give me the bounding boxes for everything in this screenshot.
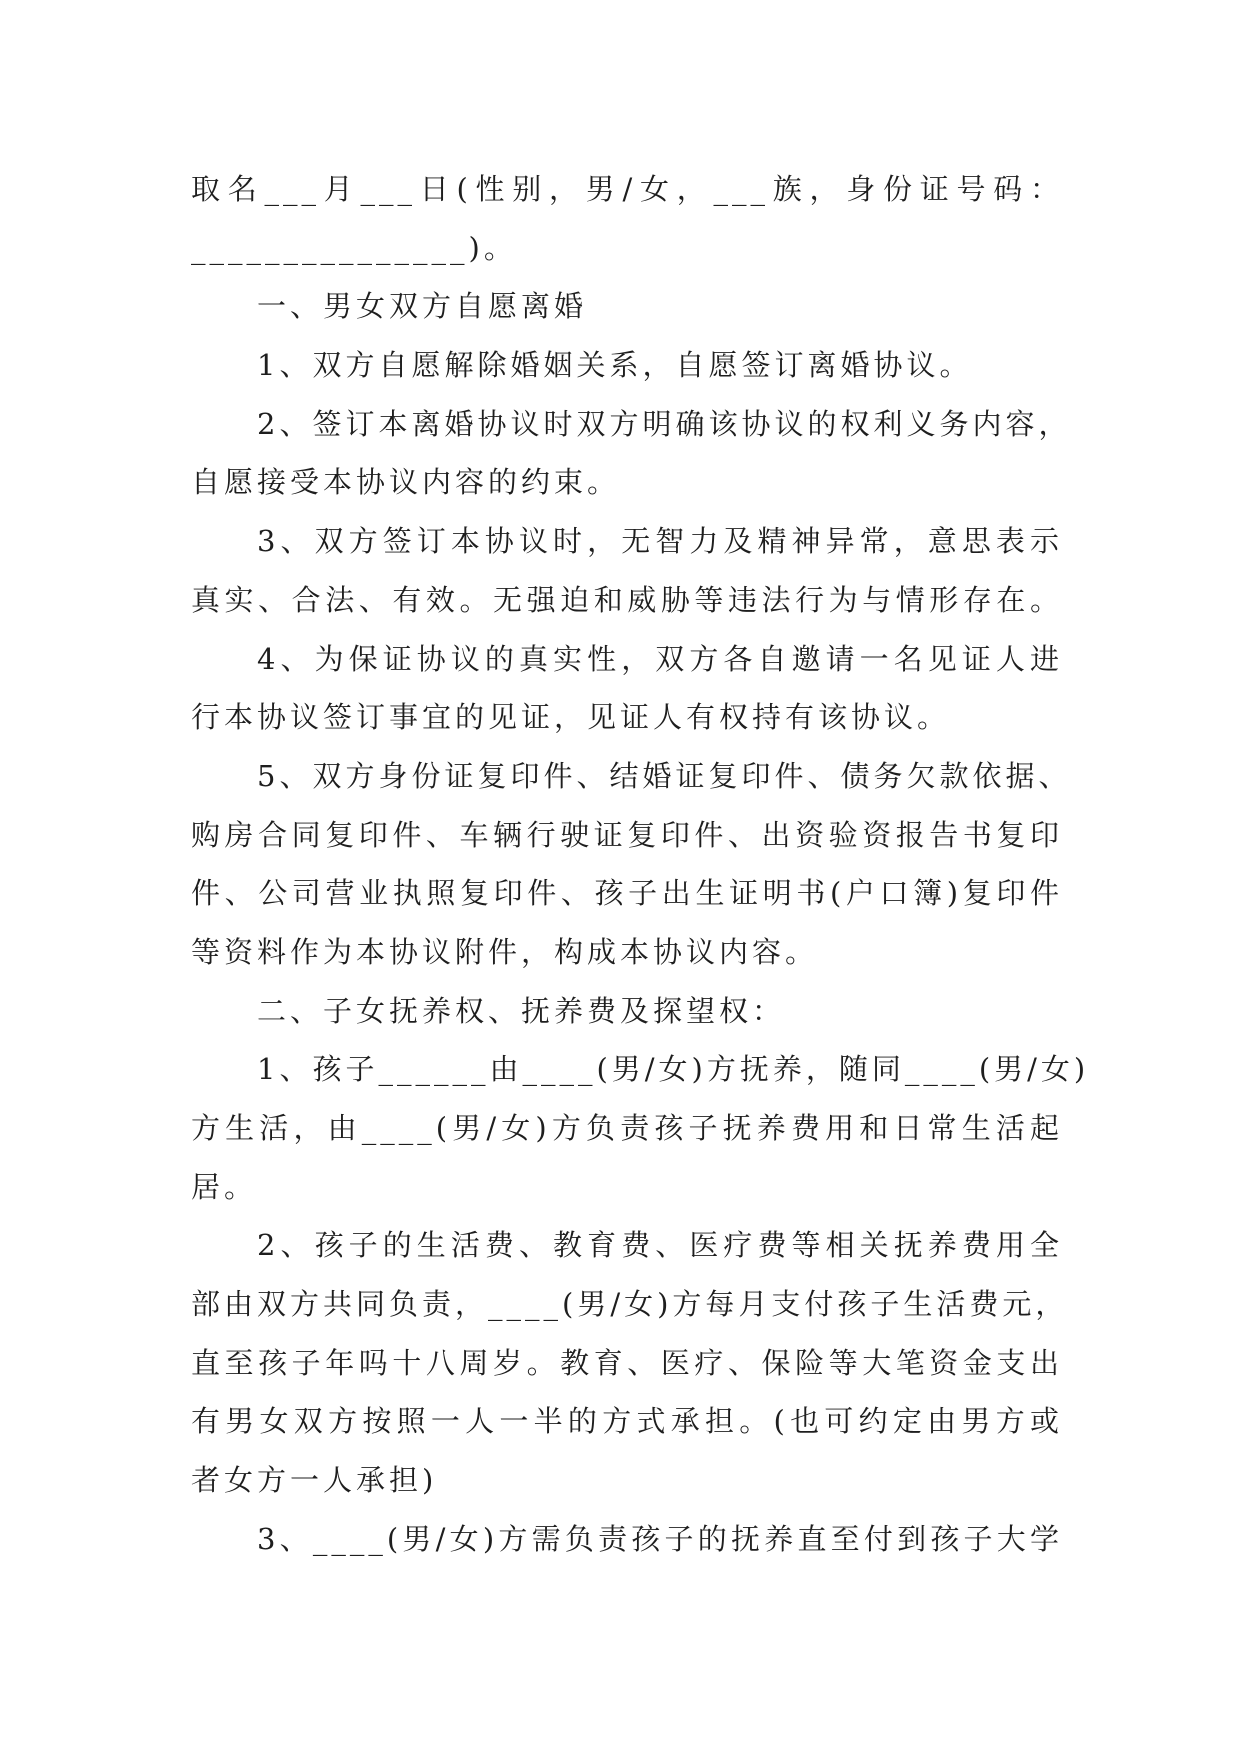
- text-line: 件、公司营业执照复印件、孩子出生证明书(户口簿)复印件: [191, 876, 1063, 911]
- text-line: 1、孩子______由____(男/女)方抚养，随同____(男/女): [257, 1052, 1090, 1087]
- text-line: 者女方一人承担): [191, 1463, 438, 1498]
- text-line: 行本协议签订事宜的见证，见证人有权持有该协议。: [191, 700, 951, 735]
- text-line: 直至孩子年吗十八周岁。教育、医疗、保险等大笔资金支出: [191, 1345, 1063, 1380]
- text-line: 取名___月___日(性别，男/女，___族，身份证号码：: [191, 172, 1063, 206]
- text-line: 自愿接受本协议内容的约束。: [191, 465, 621, 500]
- text-line: 2、孩子的生活费、教育费、医疗费等相关抚养费用全: [257, 1228, 1063, 1263]
- text-line: _______________)。: [191, 230, 517, 265]
- text-line: 1、双方自愿解除婚姻关系，自愿签订离婚协议。: [257, 348, 973, 383]
- text-line: 有男女双方按照一人一半的方式承担。(也可约定由男方或: [191, 1404, 1063, 1439]
- clause-2-2: [191, 1216, 1069, 1509]
- text-line: 3、____(男/女)方需负责孩子的抚养直至付到孩子大学: [257, 1521, 1063, 1556]
- text-line: 购房合同复印件、车辆行驶证复印件、出资验资报告书复印: [191, 817, 1063, 852]
- section-heading-text: 二、子女抚养权、抚养费及探望权：: [257, 993, 786, 1028]
- document-body: [191, 160, 1090, 1569]
- text-line: 居。: [191, 1169, 258, 1204]
- clause-1-3: [191, 512, 1063, 629]
- text-line: 4、为保证协议的真实性，双方各自邀请一名见证人进: [257, 641, 1063, 676]
- text-line: 等资料作为本协议附件，构成本协议内容。: [191, 934, 819, 969]
- clause-1-1: [191, 336, 1063, 395]
- text-line: 5、双方身份证复印件、结婚证复印件、债务欠款依据、: [257, 758, 1072, 793]
- paragraph-child-info: [191, 160, 1063, 277]
- text-line: 部由双方共同负责，____(男/女)方每月支付孩子生活费元，: [191, 1287, 1069, 1322]
- clause-1-4: [191, 630, 1063, 747]
- section-heading: [191, 277, 1063, 336]
- clause-1-5: [191, 747, 1072, 982]
- text-line: 3、双方签订本协议时，无智力及精神异常，意思表示: [257, 524, 1063, 559]
- text-line: 方生活，由____(男/女)方负责孩子抚养费用和日常生活起: [191, 1111, 1063, 1145]
- clause-2-3: [191, 1510, 1063, 1569]
- section-heading: [191, 982, 1063, 1041]
- section-heading-text: 一、男女双方自愿离婚: [257, 289, 588, 324]
- text-line: 2、签订本离婚协议时双方明确该协议的权利义务内容，: [257, 406, 1072, 441]
- clause-2-1: [191, 1040, 1090, 1216]
- text-line: 真实、合法、有效。无强迫和威胁等违法行为与情形存在。: [191, 582, 1063, 617]
- clause-1-2: [191, 395, 1072, 512]
